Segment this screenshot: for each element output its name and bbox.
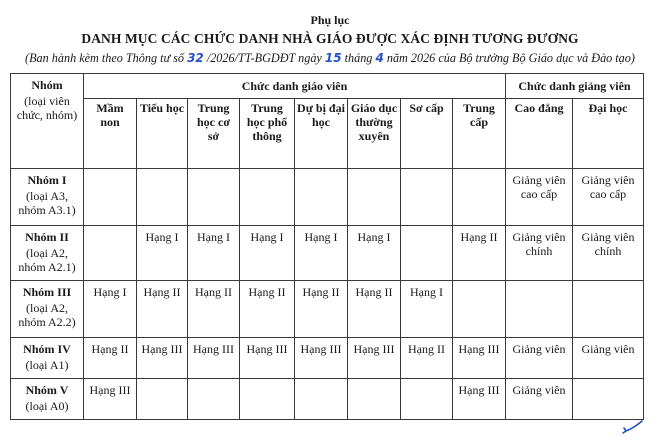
signature-mark-icon <box>620 420 644 434</box>
lecturer-titles-header: Chức danh giảng viên <box>506 74 644 99</box>
group-name: Nhóm IV <box>23 342 71 356</box>
table-cell: Hạng II <box>188 281 240 338</box>
table-cell <box>453 281 506 338</box>
table-cell <box>295 379 348 420</box>
col-header: Dự bị đại học <box>295 98 348 168</box>
group-sub: (loại A1) <box>25 358 69 372</box>
table-cell <box>295 169 348 226</box>
circular-number: 32 <box>187 51 204 65</box>
table-cell <box>137 379 188 420</box>
table-cell: Hạng II <box>453 226 506 281</box>
table-row <box>11 338 644 379</box>
col-header: Trung học phổ thông <box>240 98 295 168</box>
group-sub: (loại A2, nhóm A2.1) <box>18 246 76 274</box>
document-title: DANH MỤC CÁC CHỨC DANH NHÀ GIÁO ĐƯỢC XÁC ĐỊNH TƯƠNG ĐƯƠNG <box>81 31 579 46</box>
table-cell: Hạng I <box>188 226 240 281</box>
col-header: Mầm non <box>84 98 137 168</box>
group-subheader-label: (loại viên chức, nhóm) <box>16 94 78 122</box>
table-cell: Giảng viên chính <box>573 226 644 281</box>
group-column-header <box>11 74 84 169</box>
table-cell <box>401 379 453 420</box>
col-header: Trung học cơ sở <box>188 98 240 168</box>
group-cell <box>11 338 84 379</box>
table-cell: Giảng viên cao cấp <box>573 169 644 226</box>
group-sub: (loại A2, nhóm A2.2) <box>18 301 76 329</box>
group-cell <box>11 379 84 420</box>
group-cell <box>11 281 84 338</box>
table-cell: Hạng III <box>137 338 188 379</box>
col-header: Cao đẳng <box>506 98 573 168</box>
table-cell: Giảng viên chính <box>506 226 573 281</box>
subtitle-prefix: (Ban hành kèm theo Thông tư số <box>25 51 188 65</box>
table-cell <box>240 379 295 420</box>
table-cell <box>84 226 137 281</box>
table-cell: Hạng I <box>348 226 401 281</box>
table-cell <box>401 169 453 226</box>
table-cell <box>453 169 506 226</box>
table-cell: Hạng II <box>348 281 401 338</box>
table-cell <box>348 169 401 226</box>
table-cell: Hạng III <box>348 338 401 379</box>
table-cell <box>348 379 401 420</box>
equivalence-table <box>10 73 644 420</box>
table-cell <box>188 379 240 420</box>
table-cell: Giảng viên <box>573 338 644 379</box>
table-cell: Hạng I <box>240 226 295 281</box>
subtitle-mid: /2026/TT-BGDĐT ngày <box>203 51 325 65</box>
group-cell <box>11 169 84 226</box>
document-subtitle <box>0 51 660 66</box>
col-header: Đại học <box>573 98 644 168</box>
table-cell: Hạng I <box>137 226 188 281</box>
table-cell: Hạng III <box>188 338 240 379</box>
issue-month: 4 <box>375 51 384 65</box>
col-header: Trung cấp <box>453 98 506 168</box>
table-cell: Hạng III <box>84 379 137 420</box>
table-row <box>11 226 644 281</box>
table-row <box>11 379 644 420</box>
group-name: Nhóm II <box>25 230 69 244</box>
col-header: Sơ cấp <box>401 98 453 168</box>
teacher-titles-header: Chức danh giáo viên <box>84 74 506 99</box>
table-cell: Hạng I <box>295 226 348 281</box>
table-cell: Hạng I <box>84 281 137 338</box>
table-cell <box>240 169 295 226</box>
table-cell: Hạng III <box>453 338 506 379</box>
group-cell <box>11 226 84 281</box>
table-cell <box>137 169 188 226</box>
table-cell: Hạng III <box>240 338 295 379</box>
table-row <box>11 281 644 338</box>
group-name: Nhóm III <box>22 285 72 299</box>
group-name: Nhóm V <box>25 383 69 397</box>
group-sub: (loại A3, nhóm A3.1) <box>18 189 76 217</box>
group-sub: (loại A0) <box>25 399 69 413</box>
table-cell <box>573 281 644 338</box>
table-cell: Hạng III <box>295 338 348 379</box>
table-cell: Hạng I <box>401 281 453 338</box>
table-cell <box>188 169 240 226</box>
col-header: Tiểu học <box>137 98 188 168</box>
table-cell <box>573 379 644 420</box>
table-cell: Giảng viên <box>506 379 573 420</box>
table-cell <box>84 169 137 226</box>
group-header-label: Nhóm <box>31 78 63 92</box>
table-cell: Hạng II <box>84 338 137 379</box>
table-cell: Hạng III <box>453 379 506 420</box>
subtitle-suffix: năm 2026 của Bộ trưởng Bộ Giáo dục và Đào tạo) <box>383 51 635 65</box>
col-header: Giáo dục thường xuyên <box>348 98 401 168</box>
table-cell <box>506 281 573 338</box>
table-cell: Hạng II <box>401 338 453 379</box>
subtitle-mid: tháng <box>341 51 376 65</box>
table-cell: Hạng II <box>295 281 348 338</box>
table-cell: Giảng viên <box>506 338 573 379</box>
table-row <box>11 169 644 226</box>
group-name: Nhóm I <box>27 173 67 187</box>
table-cell: Giảng viên cao cấp <box>506 169 573 226</box>
issue-day: 15 <box>324 51 342 65</box>
table-cell <box>401 226 453 281</box>
table-cell: Hạng II <box>240 281 295 338</box>
appendix-label: Phụ lục <box>310 13 350 27</box>
table-cell: Hạng II <box>137 281 188 338</box>
